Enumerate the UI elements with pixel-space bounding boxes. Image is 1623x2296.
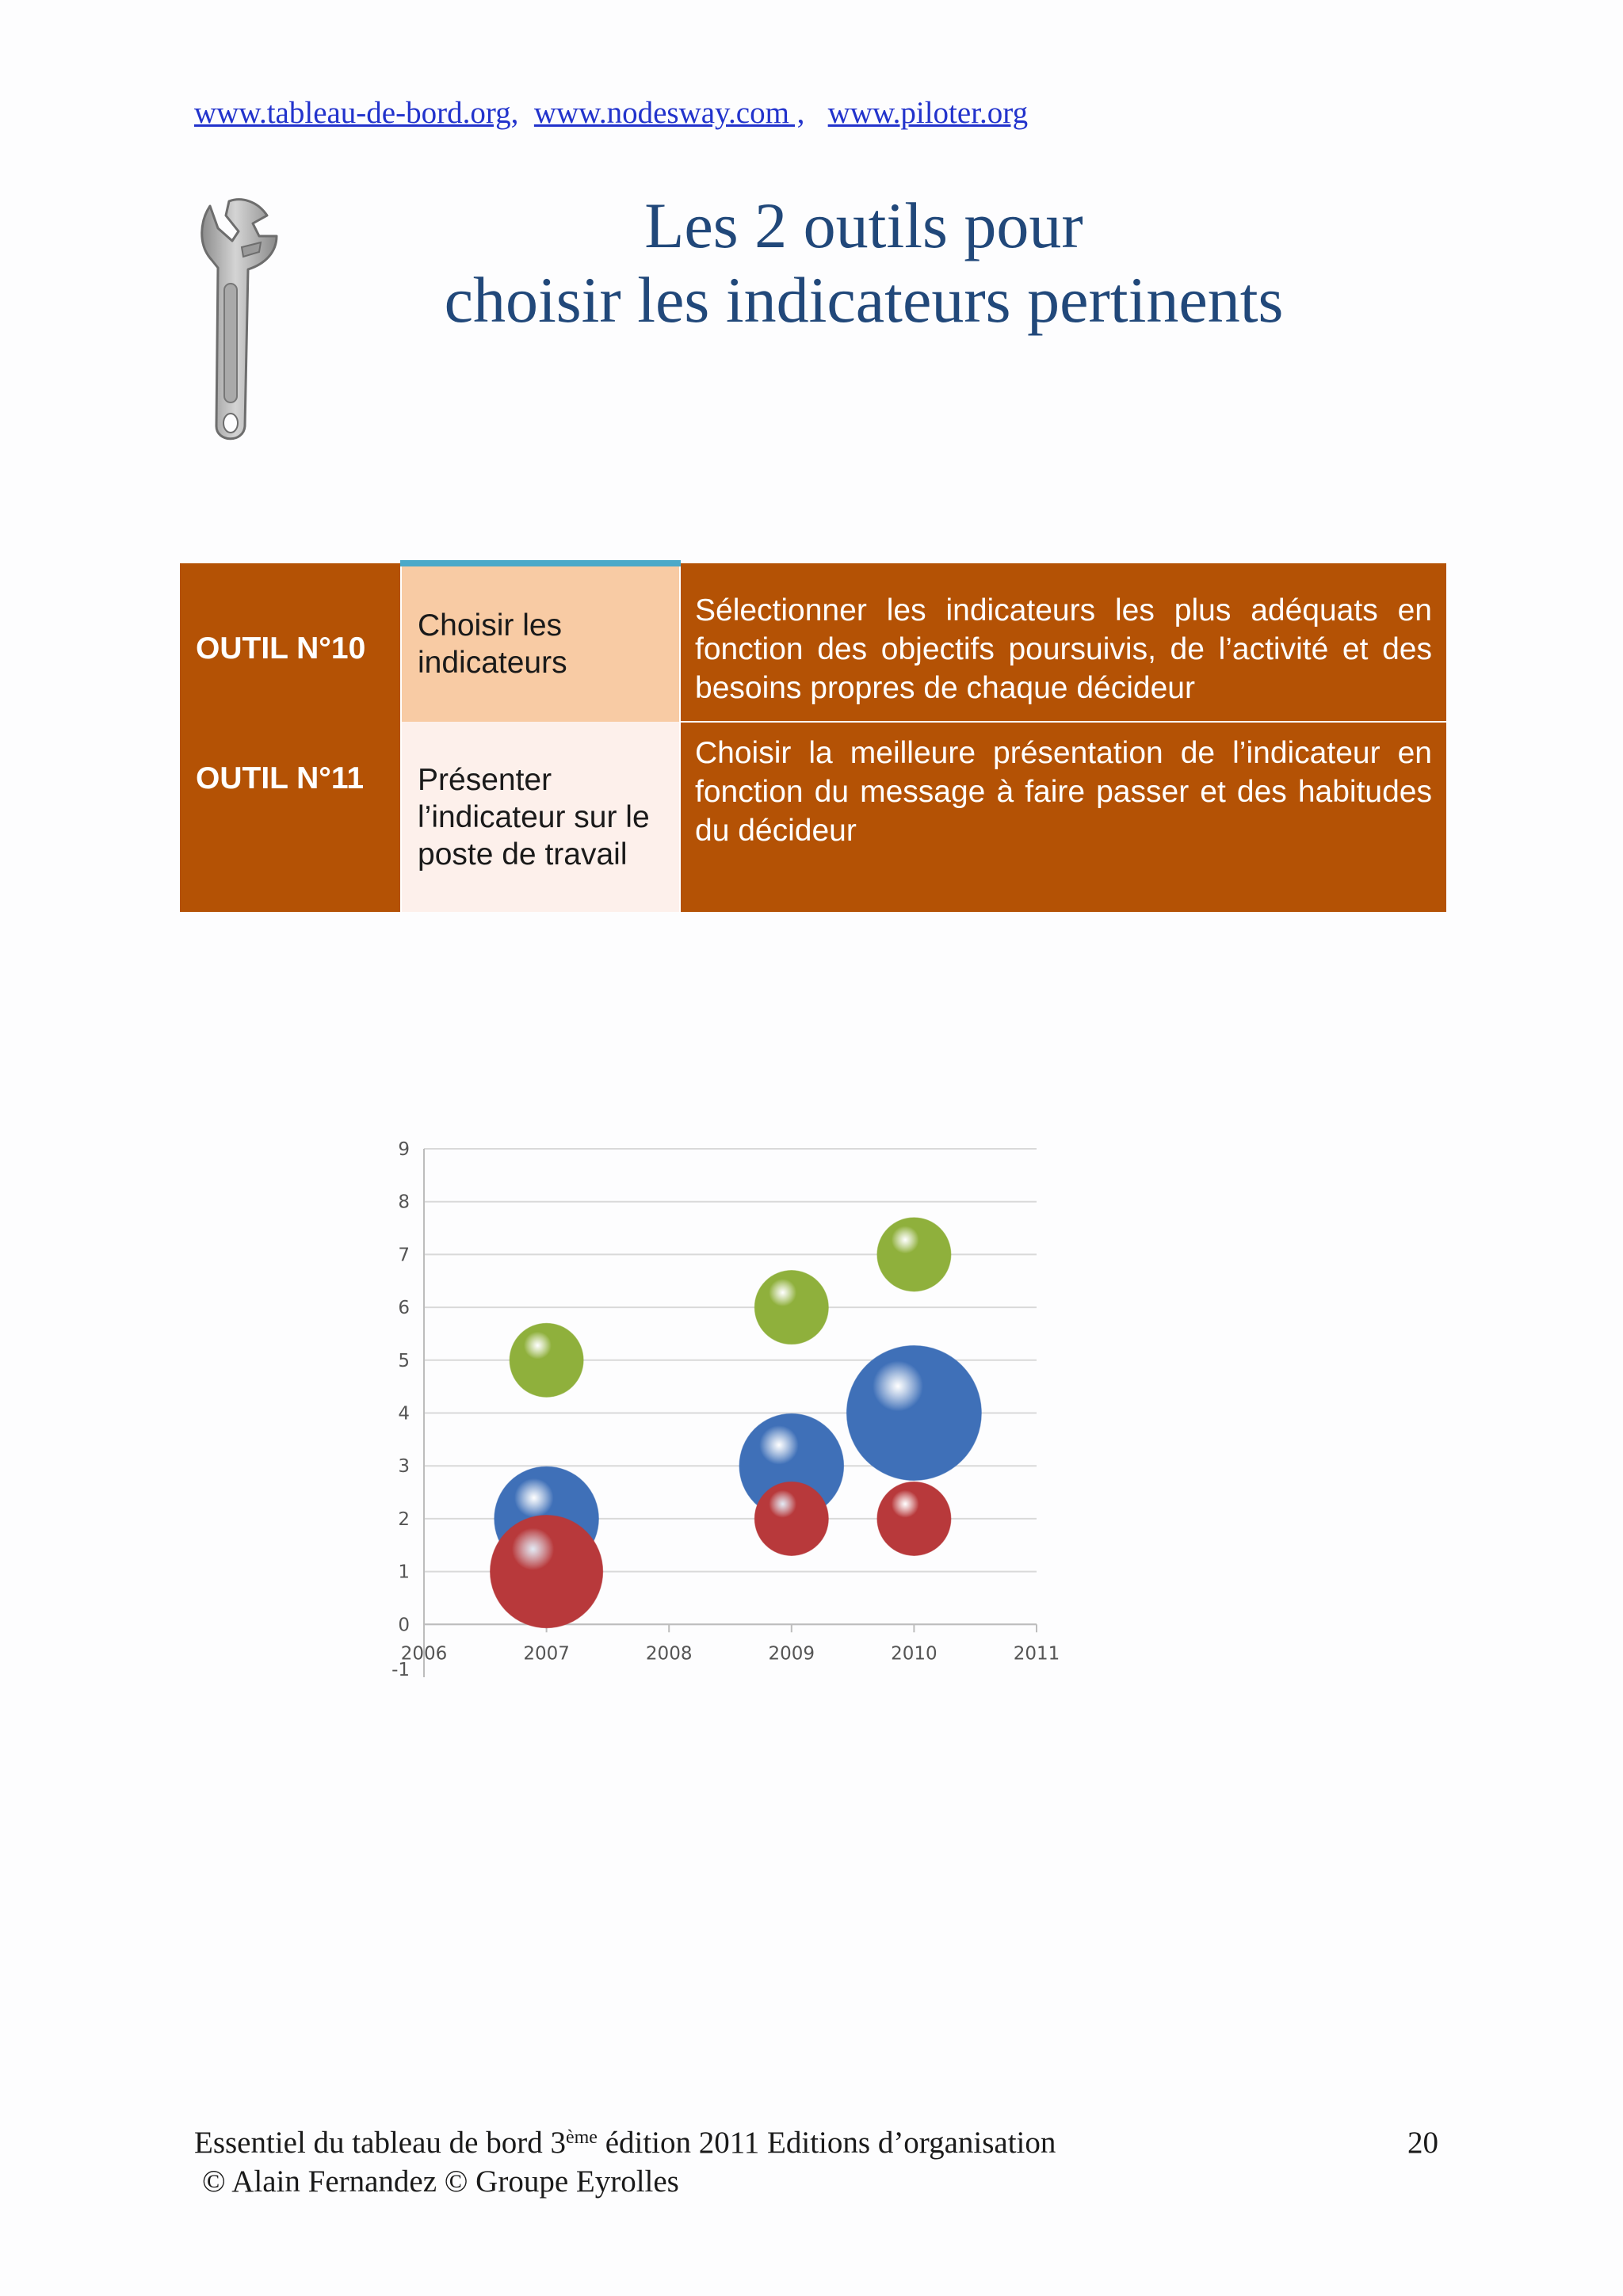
page-number: 20 [1407, 2126, 1438, 2160]
tool-name-11: Présenter l’indicateur sur le poste de travail [401, 722, 680, 912]
x-tick-label: 2009 [768, 1643, 815, 1665]
link-nodesway[interactable]: www.nodesway.com , [533, 96, 805, 130]
y-tick-label: 8 [398, 1192, 410, 1213]
x-tick-label: 2010 [891, 1643, 938, 1665]
y-tick-label: -1 [391, 1660, 410, 1680]
bubble-point [846, 1346, 981, 1481]
x-tick-label: 2008 [645, 1643, 693, 1665]
table-row [180, 563, 1446, 722]
y-tick-label: 5 [398, 1350, 410, 1371]
tool-description-11: Choisir la meilleure présentation de l’indicateur en fonction du message à faire passer et des habitudes du décideur [680, 722, 1446, 912]
tool-name-10: Choisir les indicateurs [401, 563, 680, 722]
bubble-chart [349, 1125, 1078, 1711]
y-tick-label: 0 [398, 1615, 410, 1636]
bubble-point [877, 1218, 951, 1291]
x-tick-label: 2006 [400, 1643, 448, 1665]
y-tick-label: 6 [398, 1298, 410, 1319]
y-tick-label: 1 [398, 1562, 410, 1583]
link-piloter[interactable]: www.piloter.org [827, 96, 1029, 130]
wrench-icon [194, 196, 283, 448]
tools-table [180, 560, 1446, 912]
x-tick-label: 2007 [523, 1643, 570, 1665]
footer-edition-superscript: ème [565, 2127, 598, 2148]
page-title [349, 189, 1379, 338]
y-tick-label: 7 [398, 1245, 410, 1266]
bubble-point [754, 1482, 828, 1555]
y-tick-label: 9 [398, 1139, 410, 1160]
links-separator: , [510, 96, 519, 130]
footer-publisher: édition 2011 Editions d’organisation [597, 2126, 1056, 2160]
bubble-point [491, 1516, 603, 1628]
y-tick-label: 3 [398, 1456, 410, 1478]
bubble-point [754, 1271, 828, 1344]
tool-number-11: OUTIL N°11 [180, 722, 401, 912]
title-line-1: Les 2 outils pour [644, 189, 1083, 261]
footer [194, 2123, 1438, 2201]
tool-number-10: OUTIL N°10 [180, 563, 401, 722]
footer-copyright: © Alain Fernandez © Groupe Eyrolles [202, 2164, 679, 2199]
footer-line-1 [194, 2123, 1438, 2162]
x-tick-label: 2011 [1013, 1643, 1060, 1665]
bubble-point [877, 1482, 951, 1555]
bubble-point [510, 1323, 583, 1397]
y-tick-label: 2 [398, 1508, 410, 1530]
link-tableau-de-bord[interactable]: www.tableau-de-bord.org [194, 96, 511, 130]
y-tick-label: 4 [398, 1403, 410, 1425]
tool-description-10: Sélectionner les indicateurs les plus adéquats en fonction des objectifs poursuivis, de l’activité et des besoins propres de chaque décideur [680, 563, 1446, 722]
footer-book-title: Essentiel du tableau de bord 3 [194, 2126, 566, 2160]
title-line-2: choisir les indicateurs pertinents [444, 264, 1284, 336]
table-row [180, 722, 1446, 912]
header-links [194, 95, 1028, 131]
